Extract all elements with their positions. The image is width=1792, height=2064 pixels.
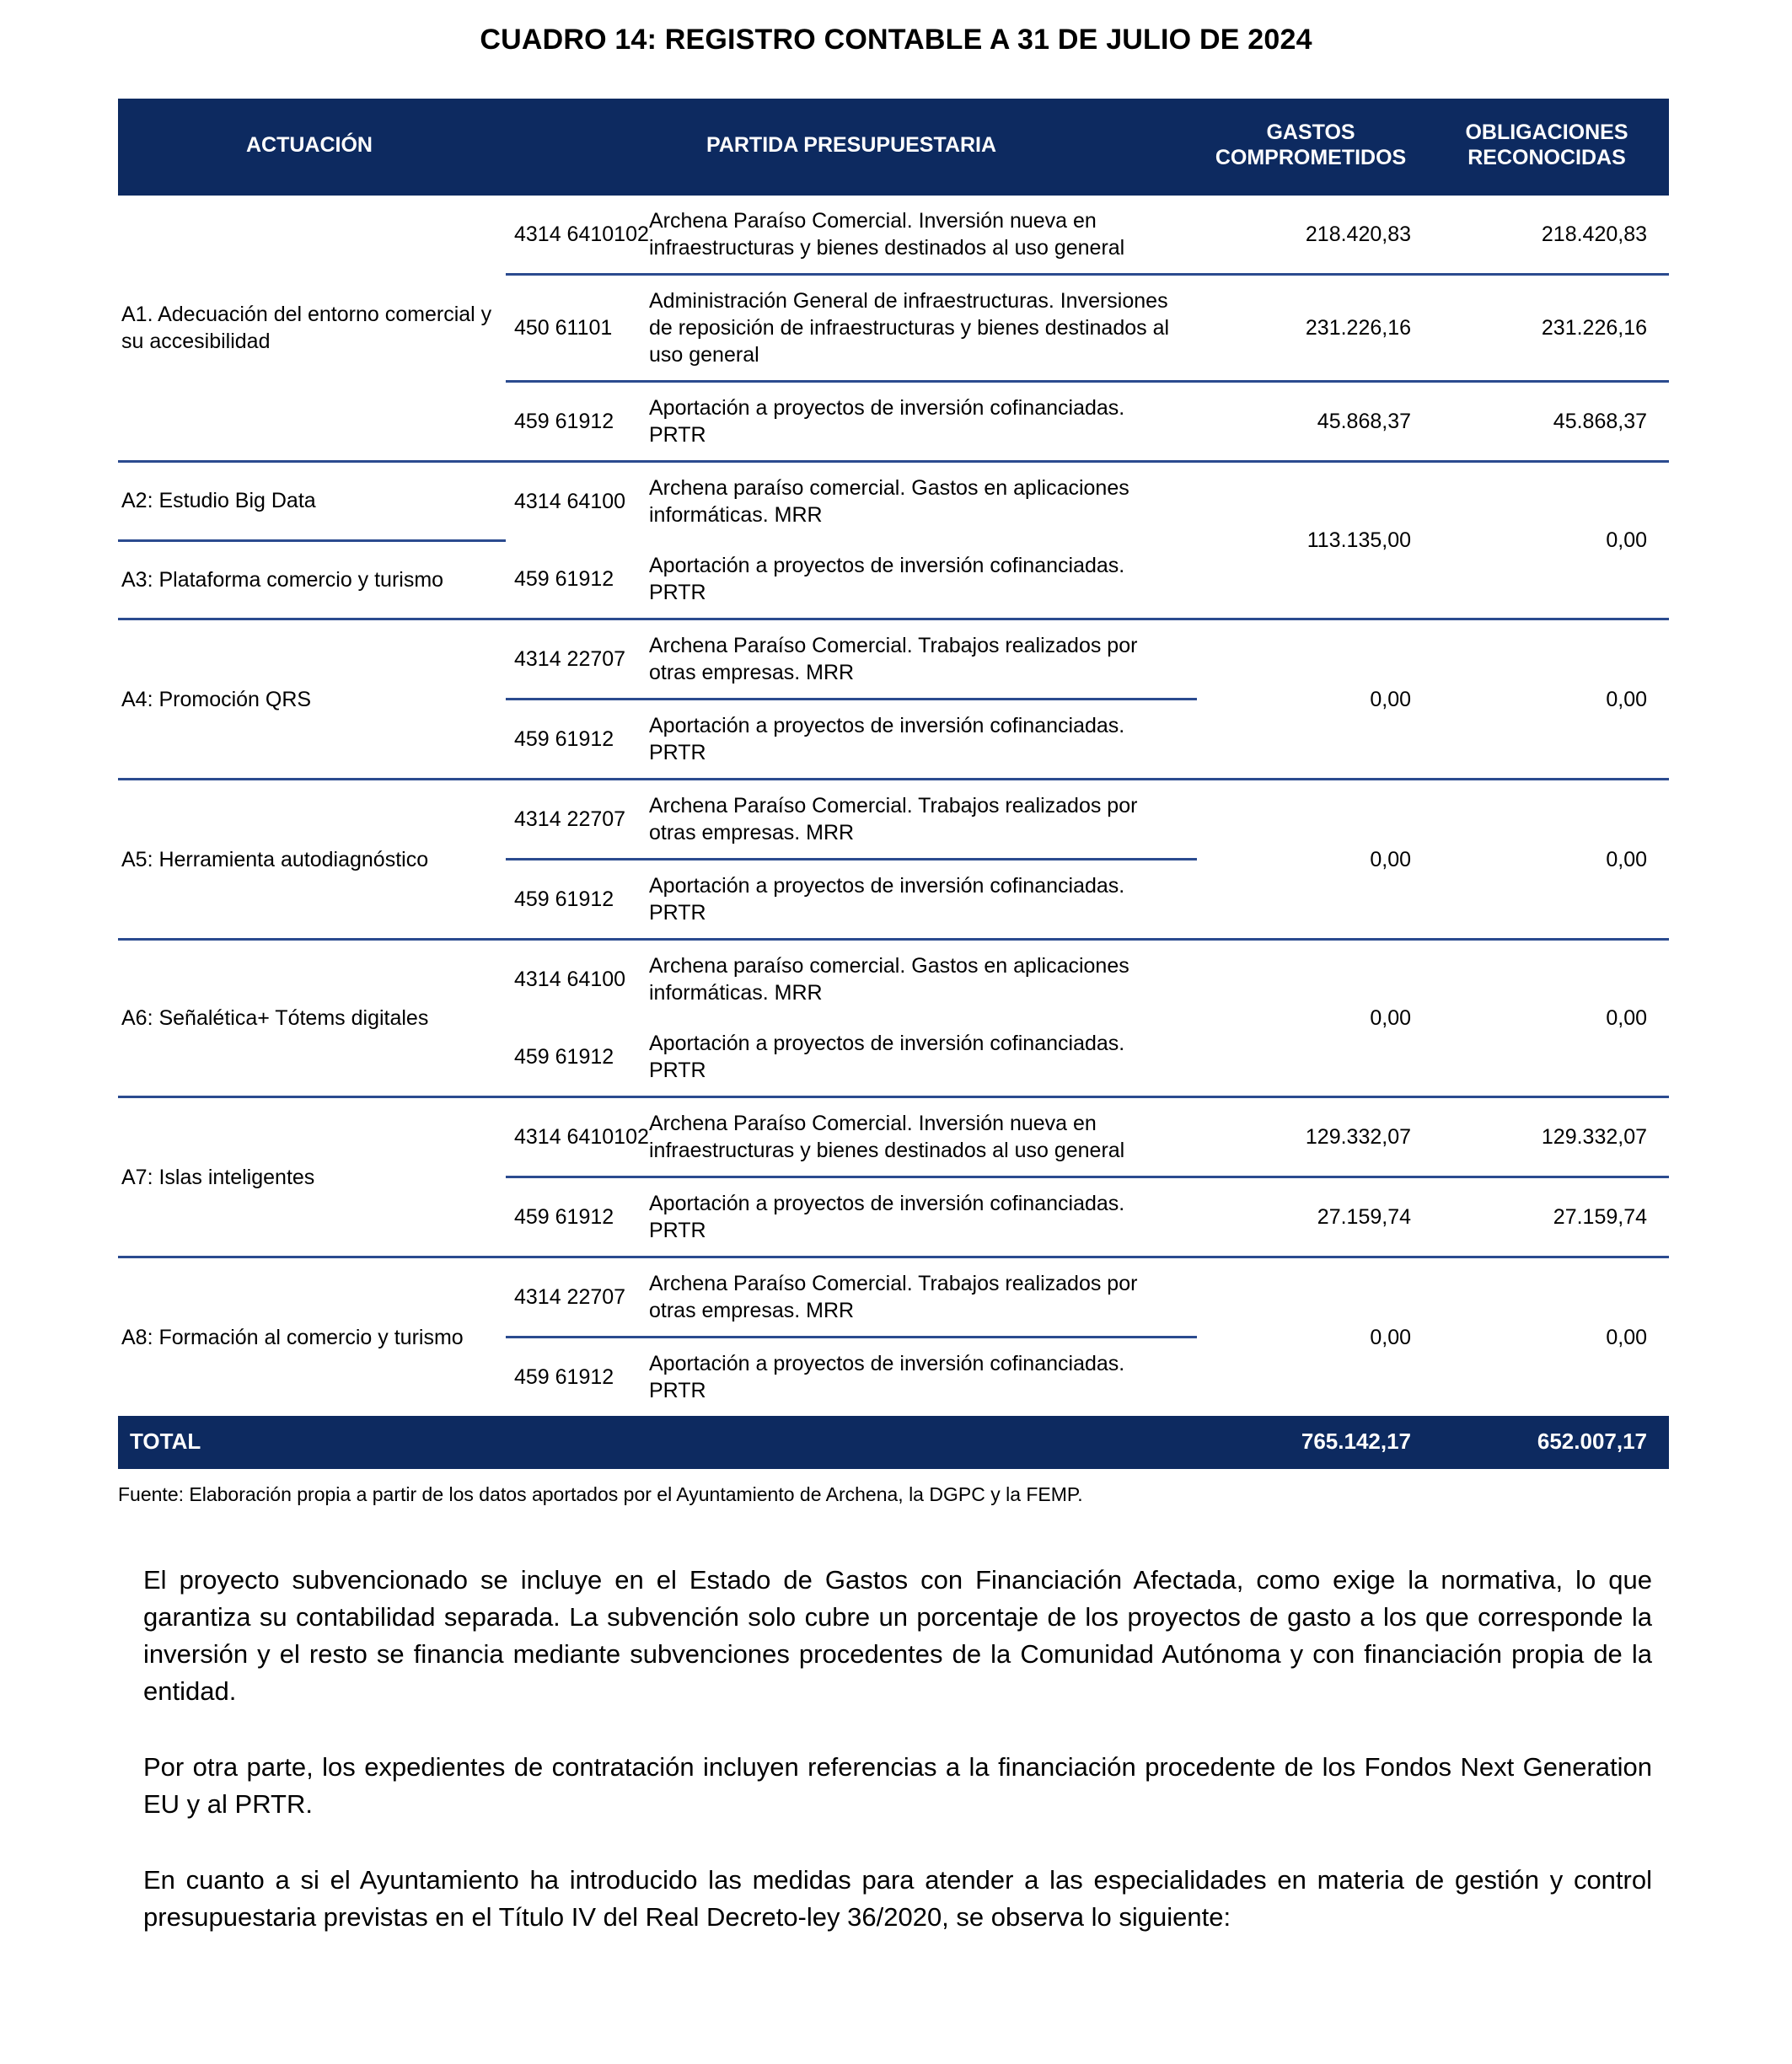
table-row	[118, 1097, 1669, 1177]
gastos-comprometidos-value: 0,00	[1197, 780, 1433, 940]
partida-description: Aportación a proyectos de inversión cofinanciadas. PRTR	[641, 1338, 1197, 1417]
table-row	[118, 780, 1669, 860]
partida-code: 459 61912	[506, 860, 641, 940]
registro-contable-table	[118, 99, 1669, 1469]
total-label: TOTAL	[118, 1416, 1197, 1469]
page-title: CUADRO 14: REGISTRO CONTABLE A 31 DE JULIO DE 2024	[480, 24, 1312, 56]
column-header-partida-presupuestaria: PARTIDA PRESUPUESTARIA	[506, 99, 1197, 196]
table-header-row	[118, 99, 1669, 196]
partida-description: Aportación a proyectos de inversión cofinanciadas. PRTR	[641, 1177, 1197, 1257]
paragraph-3: En cuanto a si el Ayuntamiento ha introducido las medidas para atender a las especialidades en materia de gestión y control presupuestaria previstas en el Título IV del Real Decreto-ley 36/2020, se observa lo siguiente:	[143, 1865, 1652, 1933]
table-row	[118, 1257, 1669, 1338]
partida-code: 459 61912	[506, 540, 641, 619]
column-header-obligaciones-reconocidas	[1433, 99, 1669, 196]
partida-code: 4314 22707	[506, 780, 641, 860]
obligaciones-header-line2: RECONOCIDAS	[1467, 145, 1626, 169]
actuacion-cell-a5: A5: Herramienta autodiagnóstico	[118, 780, 506, 940]
partida-code: 4314 64100	[506, 940, 641, 1019]
partida-description: Archena Paraíso Comercial. Trabajos realizados por otras empresas. MRR	[641, 780, 1197, 860]
partida-code: 4314 6410102	[506, 1097, 641, 1177]
obligaciones-reconocidas-value: 45.868,37	[1433, 382, 1669, 462]
gastos-header-line2: COMPROMETIDOS	[1215, 145, 1407, 169]
gastos-comprometidos-value: 0,00	[1197, 1257, 1433, 1417]
obligaciones-reconocidas-value: 0,00	[1433, 462, 1669, 619]
partida-description: Archena Paraíso Comercial. Inversión nueva en infraestructuras y bienes destinados al uso general	[641, 1097, 1197, 1177]
partida-code: 4314 6410102	[506, 196, 641, 275]
actuacion-cell-a4: A4: Promoción QRS	[118, 619, 506, 780]
gastos-comprometidos-value: 113.135,00	[1197, 462, 1433, 619]
partida-code: 459 61912	[506, 1018, 641, 1097]
obligaciones-reconocidas-value: 0,00	[1433, 780, 1669, 940]
registro-contable-table-wrapper	[118, 99, 1669, 1469]
partida-code: 4314 22707	[506, 619, 641, 700]
gastos-comprometidos-value: 0,00	[1197, 619, 1433, 780]
obligaciones-reconocidas-value: 0,00	[1433, 1257, 1669, 1417]
obligaciones-reconocidas-value: 0,00	[1433, 940, 1669, 1097]
gastos-comprometidos-value: 45.868,37	[1197, 382, 1433, 462]
table-source-note: Fuente: Elaboración propia a partir de los datos aportados por el Ayuntamiento de Archena, la DGPC y la FEMP.	[118, 1483, 1083, 1506]
partida-description: Archena Paraíso Comercial. Trabajos realizados por otras empresas. MRR	[641, 619, 1197, 700]
total-obligaciones-reconocidas: 652.007,17	[1433, 1416, 1669, 1469]
gastos-comprometidos-value: 218.420,83	[1197, 196, 1433, 275]
partida-description: Aportación a proyectos de inversión cofinanciadas. PRTR	[641, 860, 1197, 940]
partida-description: Aportación a proyectos de inversión cofinanciadas. PRTR	[641, 382, 1197, 462]
actuacion-cell-a7: A7: Islas inteligentes	[118, 1097, 506, 1257]
table-row	[118, 462, 1669, 541]
partida-description: Aportación a proyectos de inversión cofinanciadas. PRTR	[641, 700, 1197, 780]
actuacion-cell-a1: A1. Adecuación del entorno comercial y su accesibilidad	[118, 196, 506, 462]
partida-description: Aportación a proyectos de inversión cofinanciadas. PRTR	[641, 1018, 1197, 1097]
table-row	[118, 619, 1669, 700]
table-row	[118, 196, 1669, 275]
actuacion-cell-a6: A6: Señalética+ Tótems digitales	[118, 940, 506, 1097]
column-header-actuacion: ACTUACIÓN	[118, 99, 506, 196]
partida-description: Administración General de infraestructuras. Inversiones de reposición de infraestructuras y bienes destinados al uso general	[641, 275, 1197, 382]
partida-description: Archena Paraíso Comercial. Inversión nueva en infraestructuras y bienes destinados al uso general	[641, 196, 1197, 275]
partida-description: Aportación a proyectos de inversión cofinanciadas. PRTR	[641, 540, 1197, 619]
obligaciones-reconocidas-value: 27.159,74	[1433, 1177, 1669, 1257]
actuacion-cell-a8: A8: Formación al comercio y turismo	[118, 1257, 506, 1417]
partida-description: Archena paraíso comercial. Gastos en aplicaciones informáticas. MRR	[641, 462, 1197, 541]
obligaciones-header-line1: OBLIGACIONES	[1465, 121, 1628, 144]
gastos-header-line1: GASTOS	[1266, 121, 1355, 144]
table-body	[118, 196, 1669, 1469]
actuacion-cell-a2: A2: Estudio Big Data	[118, 462, 506, 541]
partida-code: 4314 64100	[506, 462, 641, 541]
gastos-comprometidos-value: 129.332,07	[1197, 1097, 1433, 1177]
partida-code: 459 61912	[506, 1177, 641, 1257]
gastos-comprometidos-value: 0,00	[1197, 940, 1433, 1097]
partida-code: 459 61912	[506, 1338, 641, 1417]
obligaciones-reconocidas-value: 0,00	[1433, 619, 1669, 780]
paragraph-2: Por otra parte, los expedientes de contratación incluyen referencias a la financiación procedente de los Fondos Next Generation EU y al PRTR.	[143, 1752, 1652, 1820]
obligaciones-reconocidas-value: 129.332,07	[1433, 1097, 1669, 1177]
obligaciones-reconocidas-value: 231.226,16	[1433, 275, 1669, 382]
paragraph-1: El proyecto subvencionado se incluye en el Estado de Gastos con Financiación Afectada, como exige la normativa, lo que garantiza su contabilidad separada. La subvención solo cubre un porcentaje de los proyectos de gasto a los que corresponde la inversión y el resto se financia mediante subvenciones procedentes de la Comunidad Autónoma y con financiación propia de la entidad.	[143, 1565, 1652, 1707]
gastos-comprometidos-value: 231.226,16	[1197, 275, 1433, 382]
partida-description: Archena Paraíso Comercial. Trabajos realizados por otras empresas. MRR	[641, 1257, 1197, 1338]
column-header-gastos-comprometidos	[1197, 99, 1433, 196]
partida-description: Archena paraíso comercial. Gastos en aplicaciones informáticas. MRR	[641, 940, 1197, 1019]
partida-code: 450 61101	[506, 275, 641, 382]
table-row	[118, 940, 1669, 1019]
obligaciones-reconocidas-value: 218.420,83	[1433, 196, 1669, 275]
table-header	[118, 99, 1669, 196]
partida-code: 459 61912	[506, 382, 641, 462]
total-gastos-comprometidos: 765.142,17	[1197, 1416, 1433, 1469]
table-total-row	[118, 1416, 1669, 1469]
body-text	[143, 1562, 1652, 1936]
partida-code: 459 61912	[506, 700, 641, 780]
actuacion-cell-a3: A3: Plataforma comercio y turismo	[118, 540, 506, 619]
partida-code: 4314 22707	[506, 1257, 641, 1338]
gastos-comprometidos-value: 27.159,74	[1197, 1177, 1433, 1257]
